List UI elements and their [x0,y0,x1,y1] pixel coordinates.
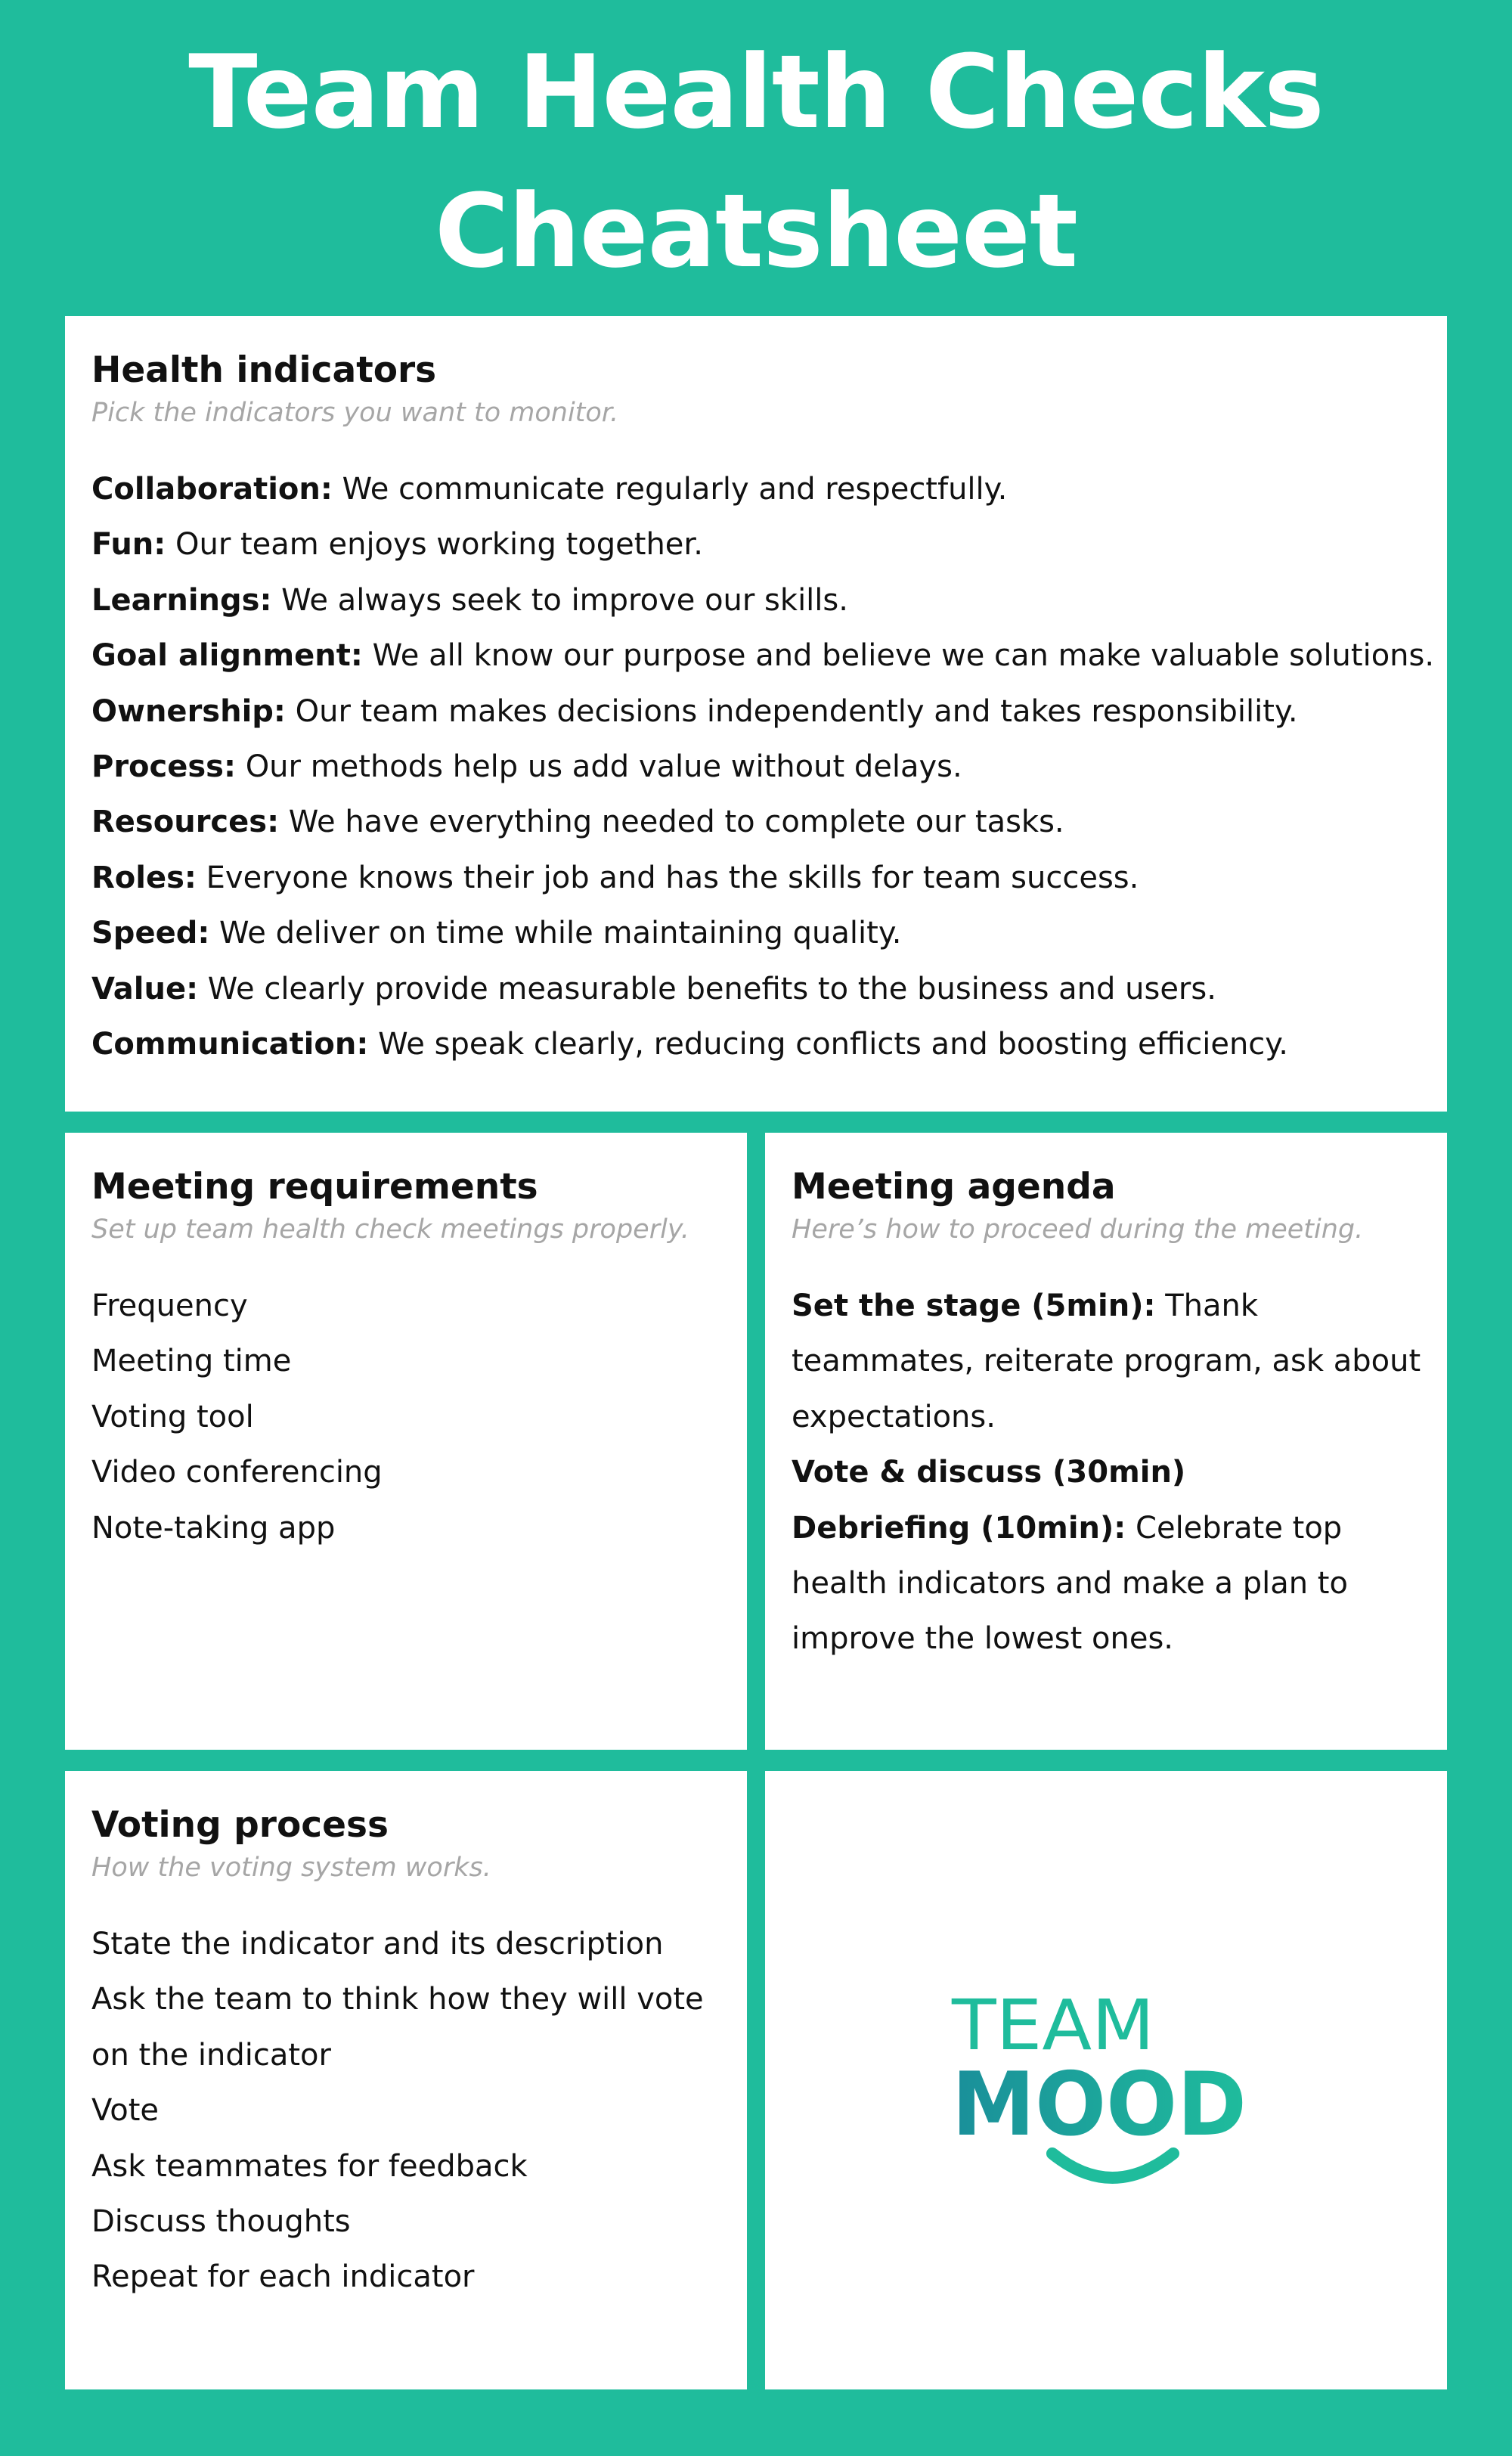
indicator-term: Communication: [91,1027,369,1062]
meeting-agenda-card [765,1133,1447,1750]
indicator-desc: We have everything needed to complete our tasks. [279,805,1064,840]
meeting-agenda-subtitle: Here’s how to proceed during the meeting. [792,1214,1364,1245]
indicator-desc: We communicate regularly and respectfully. [332,472,1008,507]
health-indicators-list [91,462,1435,1072]
list-item [91,1017,1424,1072]
list-item [91,462,1424,517]
indicator-desc: We clearly provide measurable benefits to the business and users. [198,971,1216,1006]
voting-process-card [65,1771,747,2389]
agenda-term: Set the stage (5min): [792,1288,1156,1323]
list-item [792,1501,1429,1667]
meeting-requirements-subtitle: Set up team health check meetings properly. [91,1214,689,1245]
indicator-term: Value: [91,971,199,1006]
indicator-desc: We always seek to improve our skills. [271,582,848,618]
list-item [91,851,1424,906]
indicator-term: Process: [91,749,236,785]
list-item [91,962,1424,1017]
page-title [0,23,1512,301]
list-item [91,628,1435,684]
agenda-desc: Thank teammates, reiterate program, ask about expectations. [792,1288,1421,1434]
list-item: Vote [91,2093,160,2129]
voting-process-subtitle: How the voting system works. [91,1853,491,1883]
indicator-term: Goal alignment: [91,638,363,674]
indicator-term: Roles: [91,860,197,895]
indicator-desc: Our team makes decisions independently and takes responsibility. [285,693,1298,729]
list-item [792,1279,1429,1445]
list-item [91,906,1424,961]
list-item [91,740,1424,795]
meeting-agenda-list [792,1279,1429,1667]
list-item: Note-taking app [91,1510,336,1546]
smile-icon [1052,2154,1173,2178]
list-item: Meeting time [91,1344,292,1379]
meeting-agenda-heading: Meeting agenda [792,1166,1116,1208]
list-item: Frequency [91,1288,248,1323]
list-item [91,573,1424,628]
indicator-desc: We speak clearly, reducing conflicts and boosting efficiency. [368,1027,1288,1062]
indicator-term: Speed: [91,916,210,951]
list-item: Repeat for each indicator [91,2259,475,2295]
list-item [91,517,1424,572]
list-item: Video conferencing [91,1455,383,1490]
title-line-1: Team Health Checks [188,33,1324,151]
indicator-term: Fun: [91,527,166,563]
list-item: Ask teammates for feedback [91,2148,528,2184]
list-item: Voting tool [91,1399,254,1434]
indicator-desc: Our methods help us add value without delays. [235,749,962,785]
list-item: Discuss thoughts [91,2204,351,2240]
list-item [91,795,1424,850]
health-indicators-subtitle: Pick the indicators you want to monitor. [91,398,619,428]
meeting-requirements-list [91,1279,724,1556]
teammood-logo [765,1771,1447,2389]
indicator-term: Ownership: [91,693,286,729]
title-line-2: Cheatsheet [434,172,1078,290]
indicator-term: Collaboration: [91,472,333,507]
logo-team-text: TEAM [950,1985,1154,2066]
agenda-term: Vote & discuss (30min) [792,1455,1186,1490]
indicator-desc: Our team enjoys working together. [166,527,703,563]
indicator-term: Resources: [91,805,280,840]
logo-card [765,1771,1447,2389]
voting-process-list [91,1917,717,2306]
indicator-desc: Everyone knows their job and has the skills for team success. [196,860,1139,895]
indicator-term: Learnings: [91,582,272,618]
list-item [91,684,1424,740]
logo-mood-text: MOOD [952,2054,1247,2156]
agenda-term: Debriefing (10min): [792,1510,1126,1546]
list-item: State the indicator and its description [91,1927,664,1961]
voting-process-heading: Voting process [91,1804,389,1846]
meeting-requirements-card [65,1133,747,1750]
health-indicators-card [65,316,1447,1112]
indicator-desc: We all know our purpose and believe we can make valuable solutions. [362,638,1435,674]
indicator-desc: We deliver on time while maintaining quality. [209,916,902,951]
meeting-requirements-heading: Meeting requirements [91,1166,538,1208]
list-item [792,1445,1429,1500]
list-item: Ask the team to think how they will vote on the indicator [91,1982,704,2073]
agenda-desc: Celebrate top health indicators and make a plan to improve the lowest ones. [792,1510,1348,1657]
health-indicators-heading: Health indicators [91,349,437,391]
